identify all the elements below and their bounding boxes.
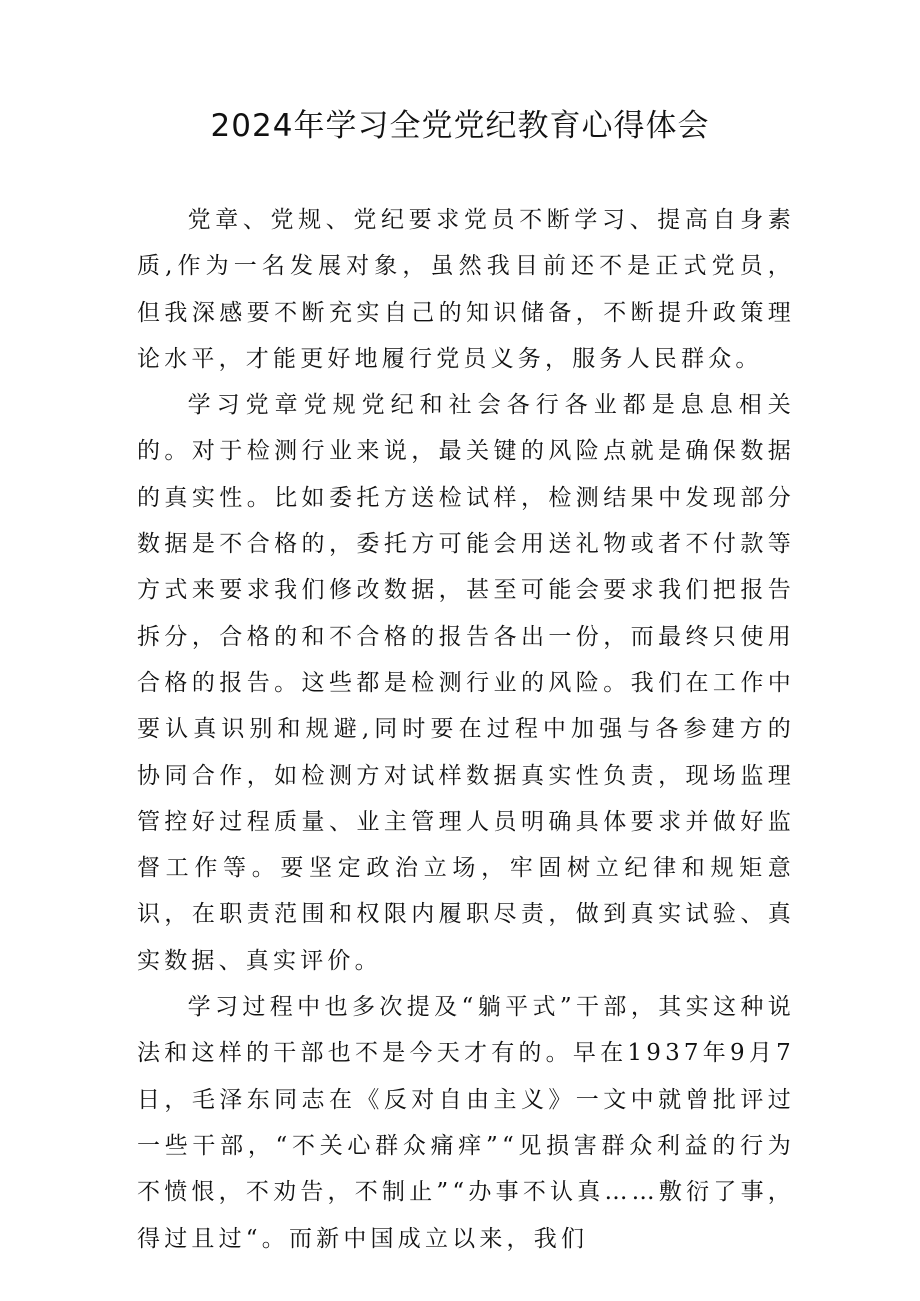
paragraph-1: 党章、党规、党纪要求党员不断学习、提高自身素质,作为一名发展对象，虽然我目前还不是正式党员，但我深感要不断充实自己的知识储备，不断提升政策理论水平，才能更好地履行党员义务，服务人民群众。: [137, 207, 795, 372]
paragraph-2: 学习党章党规党纪和社会各行各业都是息息相关的。对于检测行业来说，最关键的风险点就是确保数据的真实性。比如委托方送检试样，检测结果中发现部分数据是不合格的，委托方可能会用送礼物或者不付款等方式来要求我们修改数据，甚至可能会要求我们把报告拆分，合格的和不合格的报告各出一份，而最终只使用合格的报告。这些都是检测行业的风险。我们在工作中要认真识别和规避,同时要在过程中加强与各参建方的协同合作，如检测方对试样数据真实性负责，现场监理管控好过程质量、业主管理人员明确具体要求并做好监督工作等。要坚定政治立场，牢固树立纪律和规矩意识，在职责范围和权限内履职尽责，做到真实试验、真实数据、真实评价。: [137, 392, 795, 974]
paragraph-3: 学习过程中也多次提及“躺平式”干部，其实这种说法和这样的干部也不是今天才有的。早在1937年9月7日，毛泽东同志在《反对自由主义》一文中就曾批评过一些干部，“不关心群众痛痒”“见损害群众利益的行为不愤恨，不劝告，不制止”“办事不认真……敷衍了事，得过且过“。而新中国成立以来，我们: [137, 994, 795, 1252]
document-body: [137, 197, 795, 1262]
document-title: 2024年学习全党党纪教育心得体会: [210, 108, 710, 144]
